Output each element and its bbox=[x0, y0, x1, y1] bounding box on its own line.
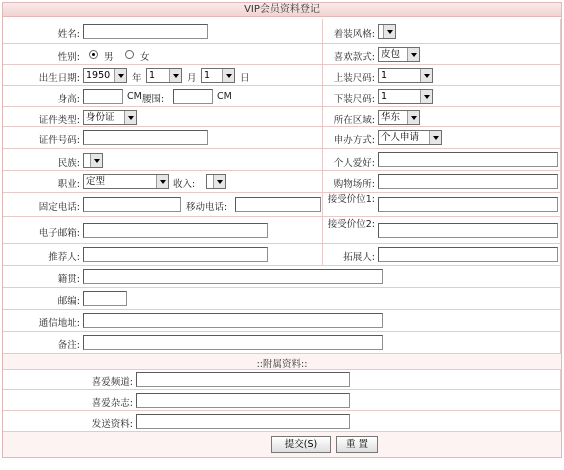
chevron-down-icon bbox=[114, 69, 126, 82]
chevron-down-icon bbox=[213, 175, 225, 188]
year-unit: 年 bbox=[132, 73, 142, 84]
form-title: VIP会员资料登记 bbox=[3, 3, 561, 17]
shop-input[interactable] bbox=[378, 174, 558, 189]
row-height bbox=[3, 86, 561, 107]
shop-label: 购物场所: bbox=[333, 179, 375, 190]
native-label: 籍贯: bbox=[57, 274, 80, 285]
remark-input[interactable] bbox=[83, 335, 383, 350]
remark-label: 备注: bbox=[57, 340, 80, 351]
chevron-down-icon bbox=[156, 175, 168, 188]
apply-value: 个人申请 bbox=[381, 132, 420, 143]
row-magazine bbox=[3, 390, 561, 411]
top-value: 1 bbox=[381, 70, 388, 81]
row-address bbox=[3, 310, 561, 332]
region-select[interactable] bbox=[378, 110, 420, 125]
row-zip bbox=[3, 288, 561, 310]
extra-section-header bbox=[3, 354, 561, 370]
zip-label: 邮编: bbox=[57, 296, 80, 307]
magazine-label: 喜爱杂志: bbox=[91, 398, 133, 409]
hobby-input[interactable] bbox=[378, 152, 558, 167]
fav-select[interactable] bbox=[378, 47, 420, 62]
chevron-down-icon bbox=[90, 154, 102, 167]
row-email bbox=[3, 217, 561, 244]
address-input[interactable] bbox=[83, 313, 383, 328]
waist-input[interactable] bbox=[173, 89, 213, 104]
chevron-down-icon bbox=[420, 69, 432, 82]
row-gender bbox=[3, 44, 561, 65]
row-idnum bbox=[3, 127, 561, 149]
gender-female-label: 女 bbox=[140, 52, 150, 63]
apply-label: 申办方式: bbox=[333, 135, 375, 146]
top-size-select[interactable] bbox=[378, 68, 433, 83]
row-remark bbox=[3, 332, 561, 354]
height-input[interactable] bbox=[83, 89, 123, 104]
day-unit: 日 bbox=[240, 73, 250, 84]
chevron-down-icon bbox=[169, 69, 181, 82]
income-select[interactable] bbox=[206, 174, 226, 189]
row-referrer bbox=[3, 244, 561, 266]
apply-select[interactable] bbox=[378, 130, 442, 145]
expander-input[interactable] bbox=[378, 247, 558, 262]
email-label: 电子邮箱: bbox=[38, 228, 80, 239]
birth-month-select[interactable] bbox=[146, 68, 182, 83]
chevron-down-icon bbox=[222, 69, 234, 82]
fav-value: 皮包 bbox=[381, 49, 401, 60]
region-label: 所在区域: bbox=[333, 115, 375, 126]
gender-male-radio[interactable] bbox=[89, 50, 98, 59]
birth-day-select[interactable] bbox=[201, 68, 235, 83]
gender-female-radio[interactable] bbox=[125, 50, 134, 59]
idtype-label: 证件类型: bbox=[38, 115, 80, 126]
send-input[interactable] bbox=[136, 414, 350, 429]
chevron-down-icon bbox=[383, 25, 395, 38]
style-label: 着装风格: bbox=[333, 29, 375, 40]
row-ethnic bbox=[3, 149, 561, 171]
gender-male-label: 男 bbox=[104, 52, 114, 63]
fav-label: 喜欢款式: bbox=[333, 52, 375, 63]
row-send bbox=[3, 411, 561, 432]
row-native bbox=[3, 266, 561, 288]
button-row bbox=[3, 432, 561, 457]
bottom-label: 下装尺码: bbox=[333, 94, 375, 105]
row-name bbox=[3, 19, 561, 44]
name-label: 姓名: bbox=[57, 29, 80, 40]
birth-year-value: 1950 bbox=[86, 70, 111, 81]
mobile-label: 移动电话: bbox=[186, 202, 228, 213]
price2-input[interactable] bbox=[378, 223, 558, 238]
job-label: 职业: bbox=[57, 179, 80, 190]
row-channel bbox=[3, 370, 561, 390]
row-job bbox=[3, 171, 561, 193]
cm-unit: CM bbox=[217, 91, 232, 102]
birth-day-value: 1 bbox=[204, 70, 211, 81]
job-value: 定型 bbox=[86, 176, 106, 187]
magazine-input[interactable] bbox=[136, 393, 350, 408]
bottom-value: 1 bbox=[381, 91, 388, 102]
ethnic-label: 民族: bbox=[57, 158, 80, 169]
price1-input[interactable] bbox=[378, 197, 558, 212]
phone-input[interactable] bbox=[83, 197, 181, 212]
price1-label: 接受价位1: bbox=[327, 194, 375, 205]
zip-input[interactable] bbox=[83, 291, 127, 306]
income-label: 收入: bbox=[173, 179, 196, 190]
registration-form bbox=[2, 2, 562, 458]
style-select[interactable] bbox=[378, 24, 396, 39]
ethnic-select[interactable] bbox=[83, 153, 103, 168]
expander-label: 拓展人: bbox=[343, 252, 375, 263]
birth-year-select[interactable] bbox=[83, 68, 127, 83]
row-birth bbox=[3, 65, 561, 86]
idtype-select[interactable] bbox=[83, 110, 137, 125]
reset-button[interactable]: 重 置 bbox=[336, 436, 378, 453]
chevron-down-icon bbox=[420, 90, 432, 103]
chevron-down-icon bbox=[124, 111, 136, 124]
phone-label: 固定电话: bbox=[38, 202, 80, 213]
job-select[interactable] bbox=[83, 174, 169, 189]
referrer-input[interactable] bbox=[83, 247, 268, 262]
native-input[interactable] bbox=[83, 269, 383, 284]
birth-month-value: 1 bbox=[149, 70, 156, 81]
bottom-size-select[interactable] bbox=[378, 89, 433, 104]
send-label: 发送资料: bbox=[91, 419, 133, 430]
mobile-input[interactable] bbox=[235, 197, 321, 212]
idnum-label: 证件号码: bbox=[38, 135, 80, 146]
idnum-input[interactable] bbox=[83, 130, 208, 145]
birth-label: 出生日期: bbox=[38, 73, 80, 84]
row-idtype bbox=[3, 107, 561, 127]
chevron-down-icon bbox=[407, 111, 419, 124]
submit-button[interactable]: 提交(S) bbox=[271, 436, 331, 453]
idtype-value: 身份证 bbox=[86, 112, 115, 123]
gender-label: 性别: bbox=[57, 52, 80, 63]
height-label: 身高: bbox=[57, 94, 80, 105]
price2-label: 接受价位2: bbox=[327, 219, 375, 230]
email-input[interactable] bbox=[83, 223, 268, 238]
chevron-down-icon bbox=[407, 48, 419, 61]
address-label: 通信地址: bbox=[38, 318, 80, 329]
cm-unit: CM bbox=[127, 91, 142, 102]
hobby-label: 个人爱好: bbox=[333, 158, 375, 169]
extra-section-title: ::附属资料:: bbox=[256, 359, 308, 370]
name-input[interactable] bbox=[83, 24, 208, 39]
channel-input[interactable] bbox=[136, 372, 350, 387]
waist-label: 腰围: bbox=[142, 94, 165, 105]
month-unit: 月 bbox=[187, 73, 197, 84]
top-label: 上装尺码: bbox=[333, 73, 375, 84]
channel-label: 喜爱频道: bbox=[91, 377, 133, 388]
region-value: 华东 bbox=[381, 112, 401, 123]
chevron-down-icon bbox=[429, 131, 441, 144]
row-phone bbox=[3, 193, 561, 217]
referrer-label: 推荐人: bbox=[48, 252, 80, 263]
